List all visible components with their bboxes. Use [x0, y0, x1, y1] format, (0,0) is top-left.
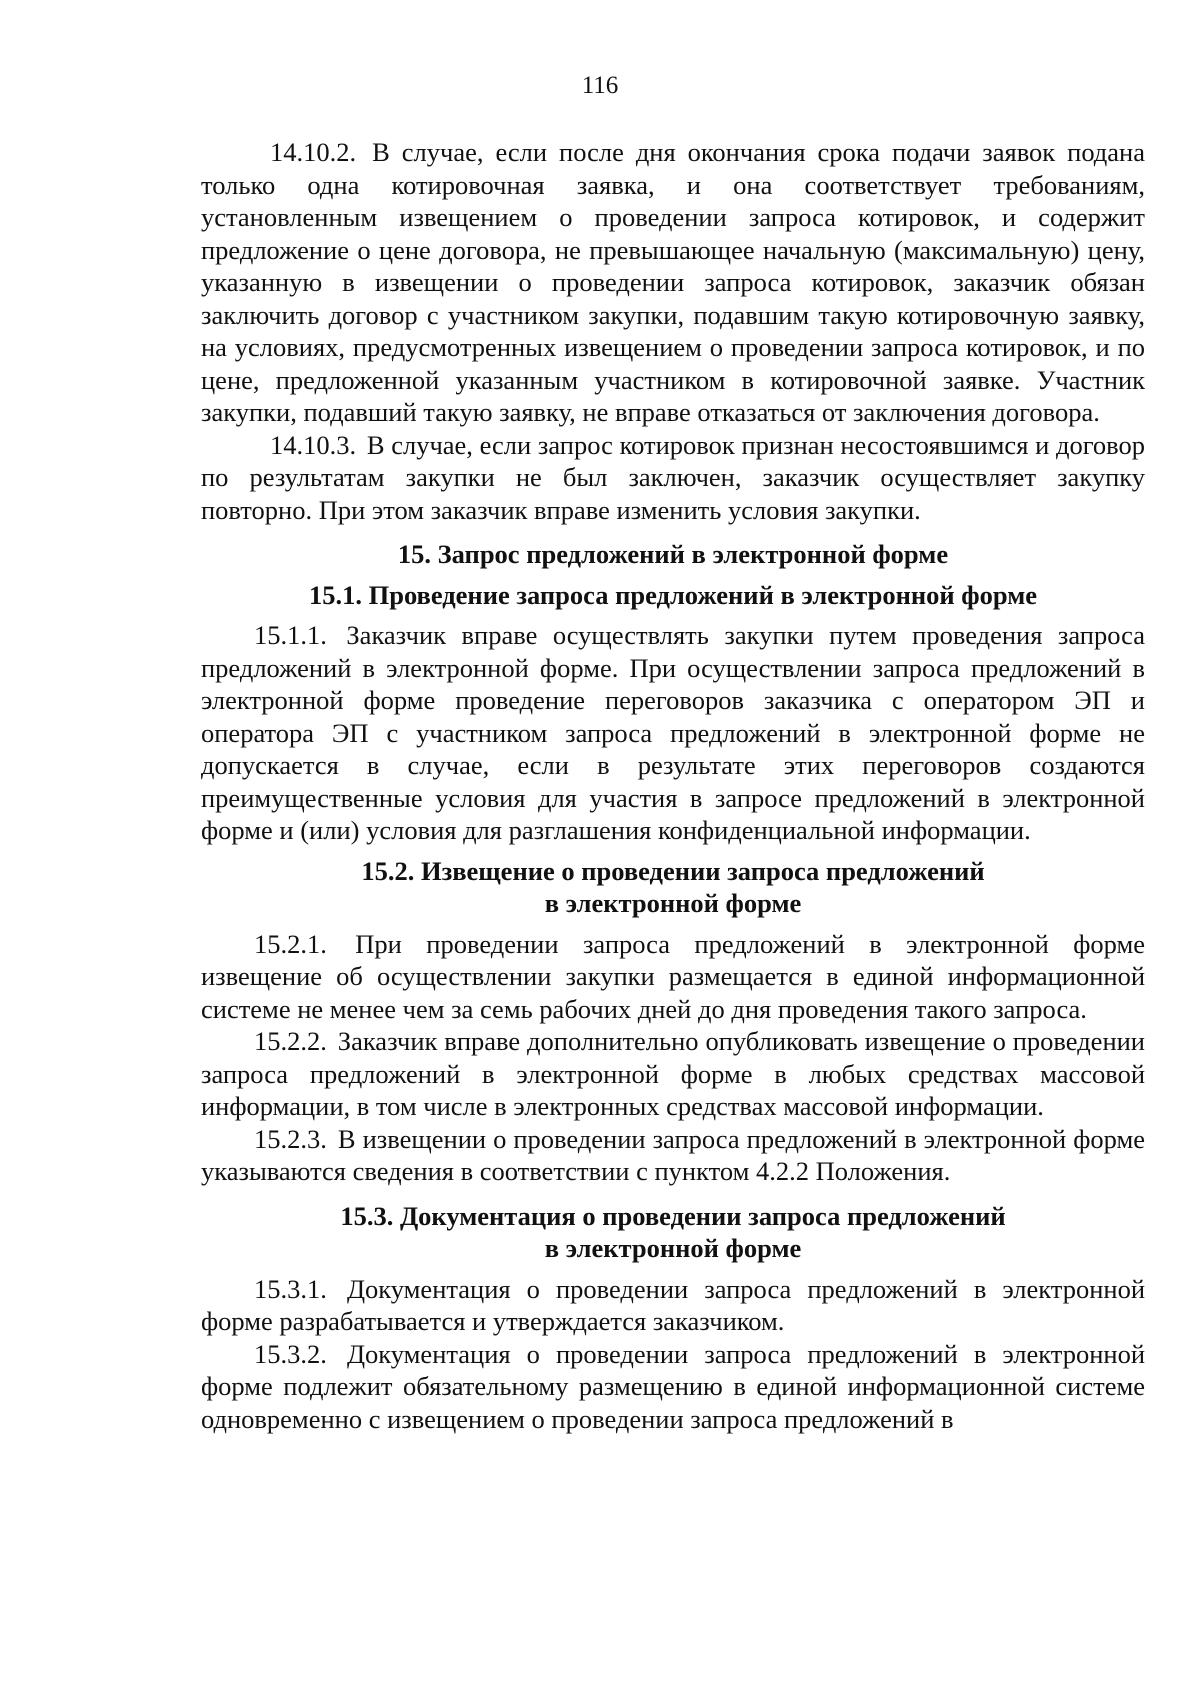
section-heading-15-3 — [201, 1200, 1145, 1265]
page-number: 116 — [581, 72, 619, 99]
heading-line: 15.3. Документация о проведении запроса предложений — [340, 1200, 1006, 1231]
section-heading-15-1 — [201, 579, 1145, 612]
paragraph-15-1-1 — [201, 619, 1145, 847]
heading-line: 15. Запрос предложений в электронной форме — [397, 539, 949, 569]
clause-text: Документация о проведении запроса предложений в электронной форме разрабатывается и утверждается заказчиком. — [201, 1273, 1146, 1336]
clause-number: 14.10.2. — [270, 137, 357, 167]
heading-line: 15.2. Извещение о проведении запроса предложений — [361, 855, 985, 886]
heading-line: 15.1. Проведение запроса предложений в электронной форме — [308, 579, 1038, 610]
clause-text: Заказчик вправе дополнительно опубликовать извещение о проведении запроса предложений в электронной форме в любых средствах массовой информации, в том числе в электронных средствах массовой информации. — [201, 1026, 1145, 1121]
clause-number: 15.2.2. — [254, 1026, 327, 1056]
section-heading-15 — [201, 538, 1145, 571]
clause-number: 15.3.2. — [254, 1338, 327, 1369]
clause-text: Заказчик вправе осуществлять закупки путем проведения запроса предложений в электронной форме. При осуществлении запроса предложений в электронной форме проведение переговоров заказчика с оператором ЭП и оператора ЭП с участником запроса предложений в электронной форме не допускается в случае, если в результате этих переговоров создаются преимущественные условия для участия в запросе предложений в электронной форме и (или) условия для разглашения конфиденциальной информации. — [201, 620, 1145, 845]
clause-number: 14.10.3. — [270, 429, 357, 460]
paragraph-14-10-2 — [201, 136, 1145, 429]
paragraph-15-3-2 — [201, 1338, 1145, 1436]
clause-text: В извещении о проведении запроса предложений в электронной форме указываются сведения в соответствии с пунктом 4.2.2 Положения. — [201, 1123, 1146, 1186]
heading-line: в электронной форме — [544, 1233, 802, 1263]
clause-text: В случае, если после дня окончания срока подачи заявок подана только одна котировочная заявка, и она соответствует требованиям, установленным извещением о проведении запроса котировок, и содержит предложение о цене договора, не превышающее начальную (максимальную) цену, указанную в извещении о проведении запроса котировок, заказчик обязан заключить договор с участником закупки, подавшим такую котировочную заявку, на условиях, предусмотренных извещением о проведении запроса котировок, и по цене, предложенной указанным участником в котировочной заявке. Участник закупки, подавший такую заявку, не вправе отказаться от заключения договора. — [201, 137, 1145, 427]
clause-number: 15.2.1. — [254, 928, 327, 959]
paragraph-14-10-3 — [201, 429, 1145, 527]
clause-text: В случае, если запрос котировок признан несостоявшимся и договор по результатам закупки не был заключен, заказчик осуществляет закупку повторно. При этом заказчик вправе изменить условия закупки. — [201, 429, 1145, 525]
paragraph-15-3-1 — [201, 1273, 1145, 1338]
clause-text: При проведении запроса предложений в электронной форме извещение об осуществлении закупки размещается в единой информационной системе не менее чем за семь рабочих дней до дня проведения такого запроса. — [201, 928, 1145, 1024]
section-heading-15-2 — [201, 855, 1145, 920]
clause-number: 15.3.1. — [254, 1273, 327, 1304]
clause-number: 15.2.3. — [254, 1123, 327, 1154]
clause-text: Документация о проведении запроса предложений в электронной форме подлежит обязательному размещению в единой информационной системе одновременно с извещением о проведении запроса предложений в — [201, 1338, 1146, 1434]
paragraph-15-2-2 — [201, 1025, 1145, 1123]
paragraph-15-2-1 — [201, 928, 1145, 1026]
clause-number: 15.1.1. — [254, 620, 327, 650]
document-body — [201, 136, 1145, 1435]
paragraph-15-2-3 — [201, 1123, 1145, 1188]
heading-line: в электронной форме — [544, 888, 802, 918]
